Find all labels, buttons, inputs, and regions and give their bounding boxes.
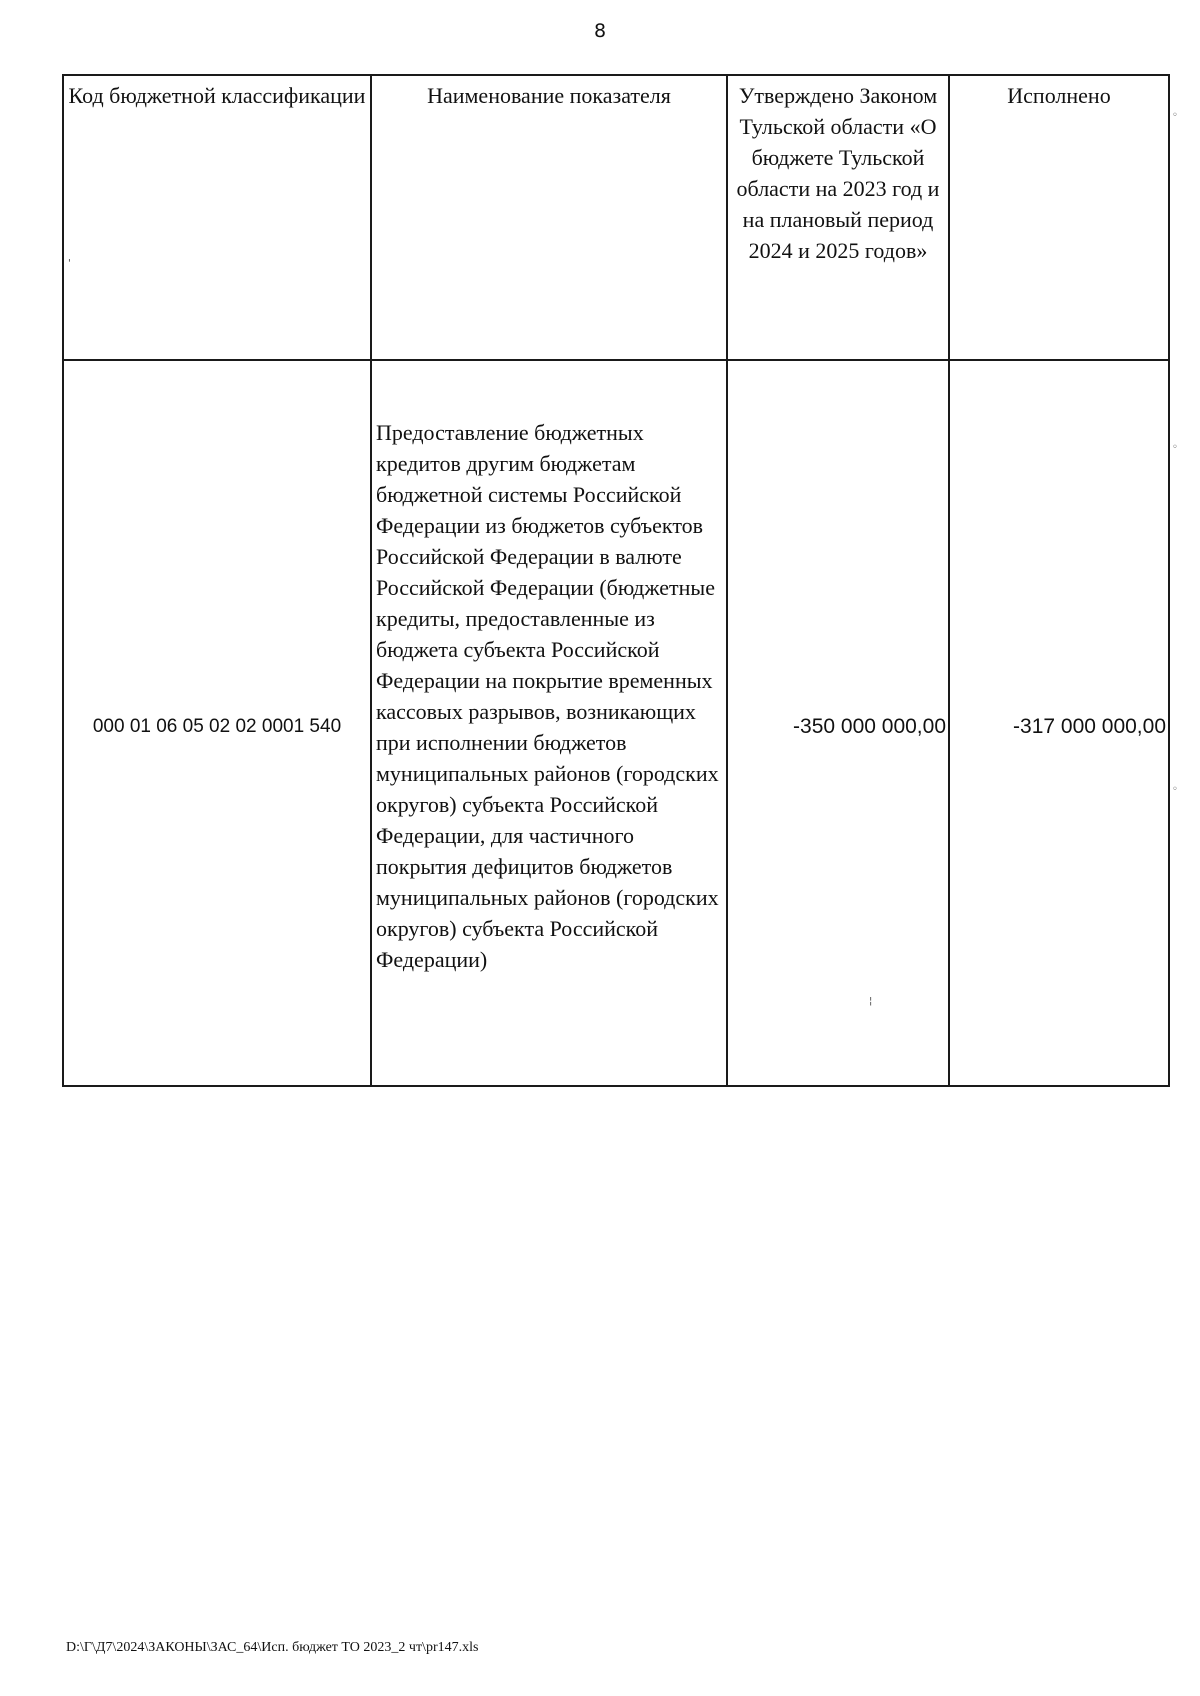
cell-executed: -317 000 000,00	[949, 360, 1169, 1086]
scan-artifact: ¦	[869, 996, 873, 1007]
file-path-footer: D:\Г\Д7\2024\ЗАКОНЫ\ЗАС_64\Исп. бюджет ТО 2023_2 чт\pr147.xls	[66, 1640, 479, 1655]
header-executed: Исполнено	[949, 75, 1169, 360]
page-number: 8	[593, 20, 607, 42]
cell-code: 000 01 06 05 02 02 0001 540	[63, 360, 371, 1086]
scan-artifact: '	[68, 258, 71, 269]
header-name: Наименование показателя	[371, 75, 727, 360]
header-approved: Утверждено Законом Тульской области «О бюджете Тульской области на 2023 год и на плановый период 2024 и 2025 годов»	[727, 75, 949, 360]
budget-table	[62, 74, 1170, 1087]
scan-artifact: ◦	[1172, 110, 1178, 121]
table-row	[63, 360, 1169, 1086]
header-code: Код бюджетной классификации	[63, 75, 371, 360]
table-header-row	[63, 75, 1169, 360]
scan-artifact: ◦	[1172, 442, 1178, 453]
cell-approved: -350 000 000,00	[727, 360, 949, 1086]
scan-artifact: ◦	[1172, 784, 1178, 795]
cell-name: Предоставление бюджетных кредитов другим бюджетам бюджетной системы Российской Федерации из бюджетов субъектов Российской Федерации в валюте Российской Федерации (бюджетные кредиты, предоставленные из бюджета субъекта Российской Федерации на покрытие временных кассовых разрывов, возникающих при исполнении бюджетов муниципальных районов (городских округов) субъекта Российской Федерации, для частичного покрытия дефицитов бюджетов муниципальных районов (городских округов) субъекта Российской Федерации)	[371, 360, 727, 1086]
